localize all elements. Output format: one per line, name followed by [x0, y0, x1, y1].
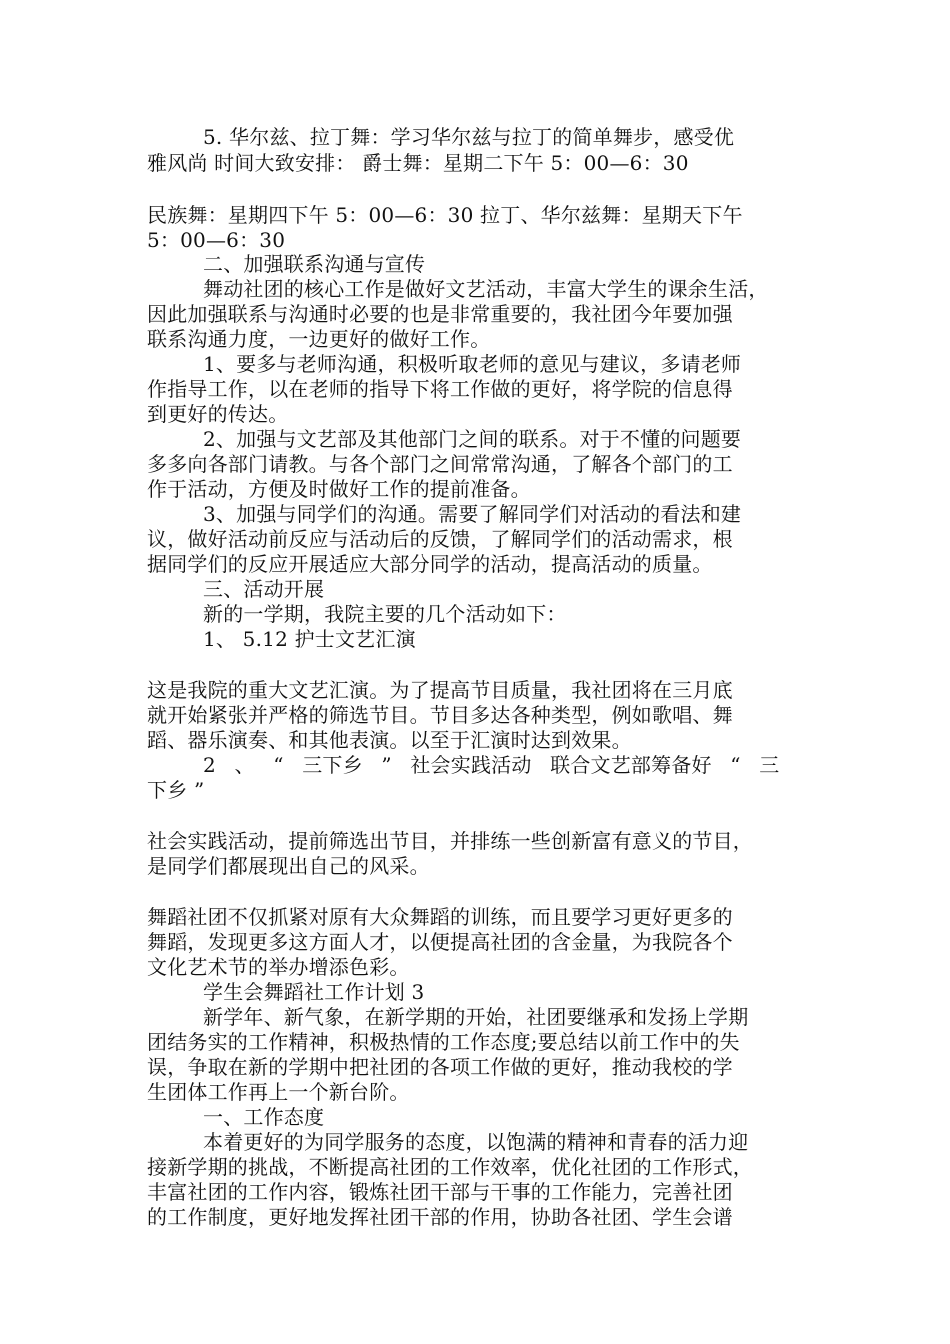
section-heading: 二、加强联系沟通与宣传 — [203, 252, 426, 276]
text-line: 雅风尚 时间大致安排： 爵士舞：星期二下午 5：00—6：30 — [147, 151, 689, 175]
text-line: 文化艺术节的举办增添色彩。 — [147, 955, 410, 979]
text-line: 蹈、器乐演奏、和其他表演。以至于汇演时达到效果。 — [147, 728, 632, 752]
text-line: 5：00—6：30 — [147, 228, 286, 252]
text-line: 议，做好活动前反应与活动后的反馈，了解同学们的活动需求，根 — [147, 527, 733, 551]
section-title: 学生会舞蹈社工作计划 3 — [203, 980, 425, 1004]
text-line: 舞动社团的核心工作是做好文艺活动，丰富大学生的课余生活， — [203, 277, 769, 301]
text-line: 就开始紧张并严格的筛选节目。节目多达各种类型，例如歌唱、舞 — [147, 703, 733, 727]
text-line: 团结务实的工作精神，积极热情的工作态度;要总结以前工作中的失 — [147, 1030, 740, 1054]
section-heading: 三、活动开展 — [203, 577, 325, 601]
text-line: 接新学期的挑战，不断提高社团的工作效率，优化社团的工作形式， — [147, 1155, 753, 1179]
text-line: 作指导工作，以在老师的指导下将工作做的更好，将学院的信息得 — [147, 377, 733, 401]
text-line: 本着更好的为同学服务的态度，以饱满的精神和青春的活力迎 — [203, 1130, 749, 1154]
text-line: 民族舞：星期四下午 5：00—6：30 拉丁、华尔兹舞：星期天下午 — [147, 203, 743, 227]
text-line: 1、 5.12 护士文艺汇演 — [203, 627, 416, 651]
text-line: 误，争取在新的学期中把社团的各项工作做的更好，推动我校的学 — [147, 1055, 733, 1079]
text-line: 生团体工作再上一个新台阶。 — [147, 1080, 410, 1104]
text-line: 作于活动，方便及时做好工作的提前准备。 — [147, 477, 531, 501]
text-line: 这是我院的重大文艺汇演。为了提高节目质量，我社团将在三月底 — [147, 678, 733, 702]
text-line: 社会实践活动，提前筛选出节目，并排练一些创新富有意义的节目， — [147, 829, 753, 853]
text-line: 1、要多与老师沟通，积极听取老师的意见与建议，多请老师 — [203, 352, 742, 376]
text-line: 2、加强与文艺部及其他部门之间的联系。对于不懂的问题要 — [203, 427, 742, 451]
text-line: 舞蹈，发现更多这方面人才，以便提高社团的含金量，为我院各个 — [147, 930, 733, 954]
text-line: 多多向各部门请教。与各个部门之间常常沟通，了解各个部门的工 — [147, 452, 733, 476]
text-line: 到更好的传达。 — [147, 402, 289, 426]
text-line: 3、加强与同学们的沟通。需要了解同学们对活动的看法和建 — [203, 502, 742, 526]
text-line: 舞蹈社团不仅抓紧对原有大众舞蹈的训练，而且要学习更好更多的 — [147, 905, 733, 929]
text-line: 5. 华尔兹、拉丁舞：学习华尔兹与拉丁的简单舞步，感受优 — [203, 125, 735, 149]
text-line: 新的一学期，我院主要的几个活动如下： — [203, 602, 567, 626]
text-line: 下乡 ” — [147, 778, 205, 802]
text-line: 是同学们都展现出自己的风采。 — [147, 854, 430, 878]
text-line: 因此加强联系与沟通时必要的也是非常重要的，我社团今年要加强 — [147, 302, 733, 326]
text-line: 的工作制度，更好地发挥社团干部的作用，协助各社团、学生会谱 — [147, 1205, 733, 1229]
section-heading: 一、工作态度 — [203, 1105, 325, 1129]
text-line: 丰富社团的工作内容，锻炼社团干部与干事的工作能力，完善社团 — [147, 1180, 733, 1204]
text-line: 联系沟通力度，一边更好的做好工作。 — [147, 327, 491, 351]
text-line: 据同学们的反应开展适应大部分同学的活动，提高活动的质量。 — [147, 552, 713, 576]
text-line: 2 、 “ 三下乡 ” 社会实践活动 联合文艺部筹备好 “ 三 — [203, 753, 780, 777]
text-line: 新学年、新气象，在新学期的开始，社团要继承和发扬上学期 — [203, 1005, 749, 1029]
